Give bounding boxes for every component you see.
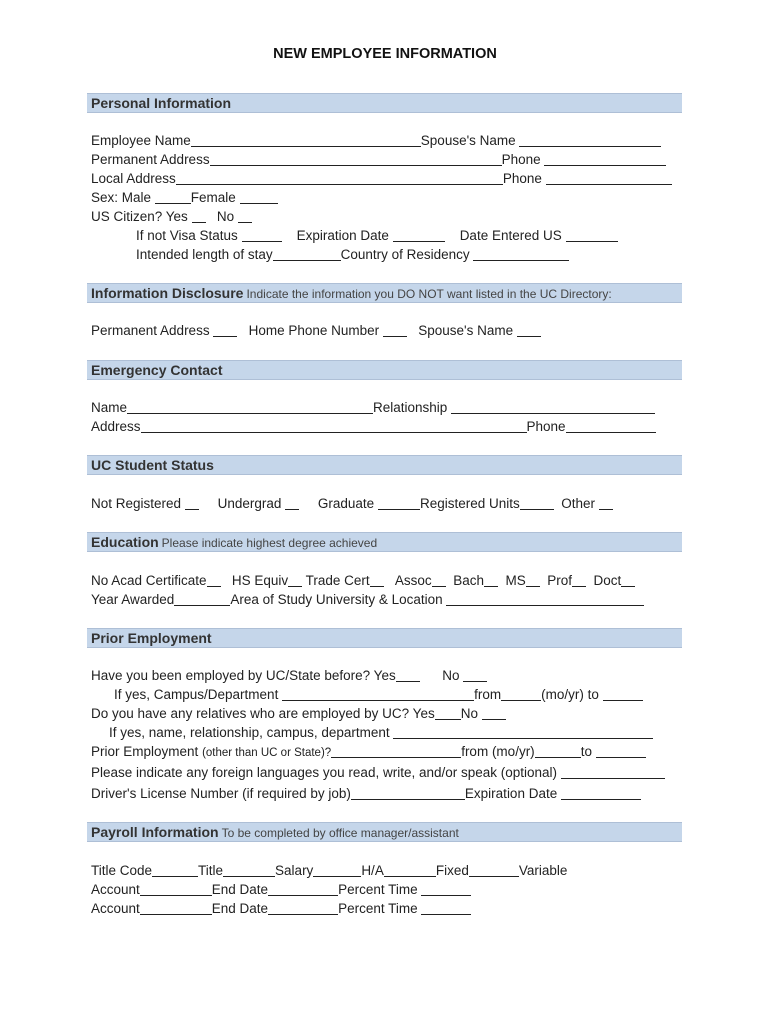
country-residency-field[interactable]: [473, 246, 569, 261]
account-field[interactable]: [140, 900, 212, 915]
drivers-license-field[interactable]: [351, 785, 465, 800]
account-field[interactable]: [140, 881, 212, 896]
employed-before-no-field[interactable]: [463, 667, 487, 682]
assoc-label: Assoc: [394, 573, 432, 588]
date-entered-us-label: Date Entered US: [459, 228, 562, 243]
row-us-citizen: [91, 207, 691, 226]
emergency-phone-label: Phone: [526, 419, 566, 434]
moyr-to-label: (mo/yr) to: [541, 687, 599, 702]
ms-label: MS: [505, 573, 526, 588]
other-label: Other: [561, 496, 596, 511]
doct-field[interactable]: [621, 572, 635, 587]
local-address-label: Local Address: [91, 171, 176, 186]
registered-units-field[interactable]: [520, 495, 554, 510]
area-of-study-label: Area of Study University & Location: [230, 592, 443, 607]
ha-label: H/A: [361, 863, 384, 878]
relatives-no-field[interactable]: [482, 705, 506, 720]
relatives-label: Do you have any relatives who are employed by UC? Yes: [91, 706, 435, 721]
license-expiration-label: Expiration Date: [464, 786, 558, 801]
spouse-name-field[interactable]: [519, 132, 661, 147]
visa-status-field[interactable]: [242, 227, 282, 242]
trade-cert-label: Trade Cert: [305, 573, 370, 588]
employee-name-field[interactable]: [191, 132, 421, 147]
row-employee-name: [91, 131, 691, 150]
relatives-no-label: No: [460, 706, 478, 721]
row-permanent-address: [91, 150, 691, 169]
license-expiration-field[interactable]: [561, 785, 641, 800]
row-education-degree: [91, 571, 691, 590]
fixed-label: Fixed: [435, 863, 469, 878]
permanent-address-label: Permanent Address: [91, 152, 210, 167]
drivers-license-label: Driver's License Number (if required by job): [91, 786, 351, 801]
prior-from-field[interactable]: [535, 743, 581, 758]
emergency-name-field[interactable]: [127, 399, 373, 414]
disclose-spouse-name-label: Spouse's Name: [418, 323, 514, 338]
section-heading: Prior Employment: [91, 630, 212, 646]
employed-before-no-label: No: [442, 668, 460, 683]
section-prior-employment: [87, 628, 682, 648]
percent-time-field[interactable]: [421, 900, 471, 915]
relatives-detail-field[interactable]: [393, 724, 653, 739]
row-student-status: [91, 494, 691, 513]
disclose-home-phone-field[interactable]: [383, 322, 407, 337]
year-awarded-label: Year Awarded: [91, 592, 175, 607]
section-uc-student-status: [87, 455, 682, 475]
intended-stay-label: Intended length of stay: [136, 247, 273, 262]
assoc-field[interactable]: [432, 572, 446, 587]
section-subtitle: To be completed by office manager/assistant: [221, 826, 459, 840]
row-account-2: [91, 899, 691, 918]
hs-equiv-label: HS Equiv: [231, 573, 289, 588]
row-prior-employment: [91, 742, 691, 761]
relatives-detail-label: If yes, name, relationship, campus, department: [109, 725, 390, 740]
salary-label: Salary: [275, 863, 314, 878]
title-code-field[interactable]: [152, 862, 198, 877]
prof-label: Prof: [547, 573, 573, 588]
employed-before-yes-field[interactable]: [396, 667, 420, 682]
section-payroll-information: [87, 822, 682, 842]
to-field[interactable]: [603, 686, 643, 701]
citizen-no-field[interactable]: [238, 208, 252, 223]
sex-male-label: Sex: Male: [91, 190, 152, 205]
section-information-disclosure: [87, 283, 682, 303]
row-languages: [91, 763, 691, 782]
disclose-permanent-address-label: Permanent Address: [91, 323, 210, 338]
from-label: from: [474, 687, 502, 702]
from-field[interactable]: [501, 686, 541, 701]
relatives-yes-field[interactable]: [435, 705, 461, 720]
registered-units-label: Registered Units: [419, 496, 520, 511]
bach-field[interactable]: [484, 572, 498, 587]
account-label: Account: [91, 901, 140, 916]
prior-employment-label: Prior Employment: [91, 744, 199, 759]
prof-field[interactable]: [572, 572, 586, 587]
undergrad-label: Undergrad: [217, 496, 282, 511]
expiration-date-label: Expiration Date: [296, 228, 389, 243]
citizen-yes-field[interactable]: [192, 208, 206, 223]
end-date-label: End Date: [211, 901, 269, 916]
row-drivers-license: [91, 784, 691, 803]
languages-field[interactable]: [561, 764, 665, 779]
row-campus-department: [114, 685, 714, 704]
emergency-address-label: Address: [91, 419, 141, 434]
section-heading: UC Student Status: [91, 457, 214, 473]
phone-label: Phone: [502, 171, 542, 186]
row-employed-before: [91, 666, 691, 685]
phone-label: Phone: [501, 152, 541, 167]
from-moyr-label: from (mo/yr): [461, 744, 535, 759]
section-heading: Education: [91, 534, 159, 550]
section-emergency-contact: [87, 360, 682, 380]
ha-field[interactable]: [384, 862, 436, 877]
end-date-field[interactable]: [268, 900, 338, 915]
doct-label: Doct: [593, 573, 622, 588]
spouse-name-label: Spouse's Name: [420, 133, 516, 148]
to-label: to: [580, 744, 592, 759]
country-residency-label: Country of Residency: [340, 247, 470, 262]
row-local-address: [91, 169, 691, 188]
row-disclosure-options: [91, 321, 691, 340]
fixed-field[interactable]: [469, 862, 519, 877]
row-year-awarded: [91, 590, 691, 609]
row-emergency-name: [91, 398, 691, 417]
disclose-permanent-address-field[interactable]: [213, 322, 237, 337]
relationship-field[interactable]: [451, 399, 655, 414]
disclose-home-phone-label: Home Phone Number: [248, 323, 380, 338]
us-citizen-label: US Citizen? Yes: [91, 209, 188, 224]
bach-label: Bach: [453, 573, 484, 588]
end-date-label: End Date: [211, 882, 269, 897]
title-label: Title: [198, 863, 224, 878]
section-heading: Personal Information: [91, 95, 232, 111]
campus-dept-field[interactable]: [282, 686, 474, 701]
not-registered-label: Not Registered: [91, 496, 182, 511]
date-entered-us-field[interactable]: [566, 227, 618, 242]
permanent-address-field[interactable]: [210, 151, 502, 166]
graduate-field[interactable]: [378, 495, 420, 510]
prior-employment-field[interactable]: [331, 743, 461, 758]
relationship-label: Relationship: [373, 400, 448, 415]
emergency-address-field[interactable]: [141, 418, 527, 433]
end-date-field[interactable]: [268, 881, 338, 896]
section-subtitle: Indicate the information you DO NOT want listed in the UC Directory:: [246, 287, 612, 301]
row-emergency-address: [91, 417, 691, 436]
row-sex: [91, 188, 691, 207]
not-registered-field[interactable]: [185, 495, 199, 510]
section-personal-information: [87, 93, 682, 113]
page-title: NEW EMPLOYEE INFORMATION: [273, 46, 497, 62]
row-title-code: [91, 861, 691, 880]
row-visa-status: [136, 226, 736, 245]
area-of-study-field[interactable]: [446, 591, 644, 606]
section-heading: Emergency Contact: [91, 362, 223, 378]
visa-status-label: If not Visa Status: [136, 228, 238, 243]
emergency-phone-field[interactable]: [566, 418, 656, 433]
percent-time-label: Percent Time: [338, 901, 418, 916]
account-label: Account: [91, 882, 140, 897]
local-phone-field[interactable]: [546, 170, 672, 185]
year-awarded-field[interactable]: [174, 591, 230, 606]
intended-stay-field[interactable]: [273, 246, 341, 261]
graduate-label: Graduate: [317, 496, 375, 511]
female-label: Female: [190, 190, 236, 205]
row-relatives-detail: [109, 723, 709, 742]
percent-time-label: Percent Time: [338, 882, 418, 897]
emergency-name-label: Name: [91, 400, 128, 415]
salary-field[interactable]: [313, 862, 361, 877]
title-field[interactable]: [223, 862, 275, 877]
row-account-1: [91, 880, 691, 899]
other-field[interactable]: [599, 495, 613, 510]
other-than-label: (other than UC or State)?: [202, 747, 332, 759]
no-acad-label: No Acad Certificate: [91, 573, 207, 588]
section-heading: Information Disclosure: [91, 285, 244, 301]
no-acad-field[interactable]: [207, 572, 221, 587]
row-relatives: [91, 704, 691, 723]
title-code-label: Title Code: [91, 863, 153, 878]
employee-name-label: Employee Name: [91, 133, 191, 148]
percent-time-field[interactable]: [421, 881, 471, 896]
row-intended-stay: [136, 245, 736, 264]
expiration-date-field[interactable]: [393, 227, 445, 242]
section-heading: Payroll Information: [91, 824, 219, 840]
hs-equiv-field[interactable]: [288, 572, 302, 587]
citizen-no-label: No: [216, 209, 235, 224]
ms-field[interactable]: [526, 572, 540, 587]
trade-cert-field[interactable]: [370, 572, 384, 587]
disclose-spouse-name-field[interactable]: [517, 322, 541, 337]
permanent-phone-field[interactable]: [544, 151, 666, 166]
undergrad-field[interactable]: [285, 495, 299, 510]
employed-before-label: Have you been employed by UC/State before? Yes: [91, 668, 396, 683]
languages-label: Please indicate any foreign languages you read, write, and/or speak (optional): [91, 765, 558, 780]
campus-dept-label: If yes, Campus/Department: [114, 687, 279, 702]
variable-label: Variable: [518, 863, 568, 878]
male-field[interactable]: [155, 189, 191, 204]
female-field[interactable]: [240, 189, 278, 204]
section-subtitle: Please indicate highest degree achieved: [161, 536, 378, 550]
section-education: [87, 532, 682, 552]
local-address-field[interactable]: [176, 170, 503, 185]
prior-to-field[interactable]: [596, 743, 646, 758]
